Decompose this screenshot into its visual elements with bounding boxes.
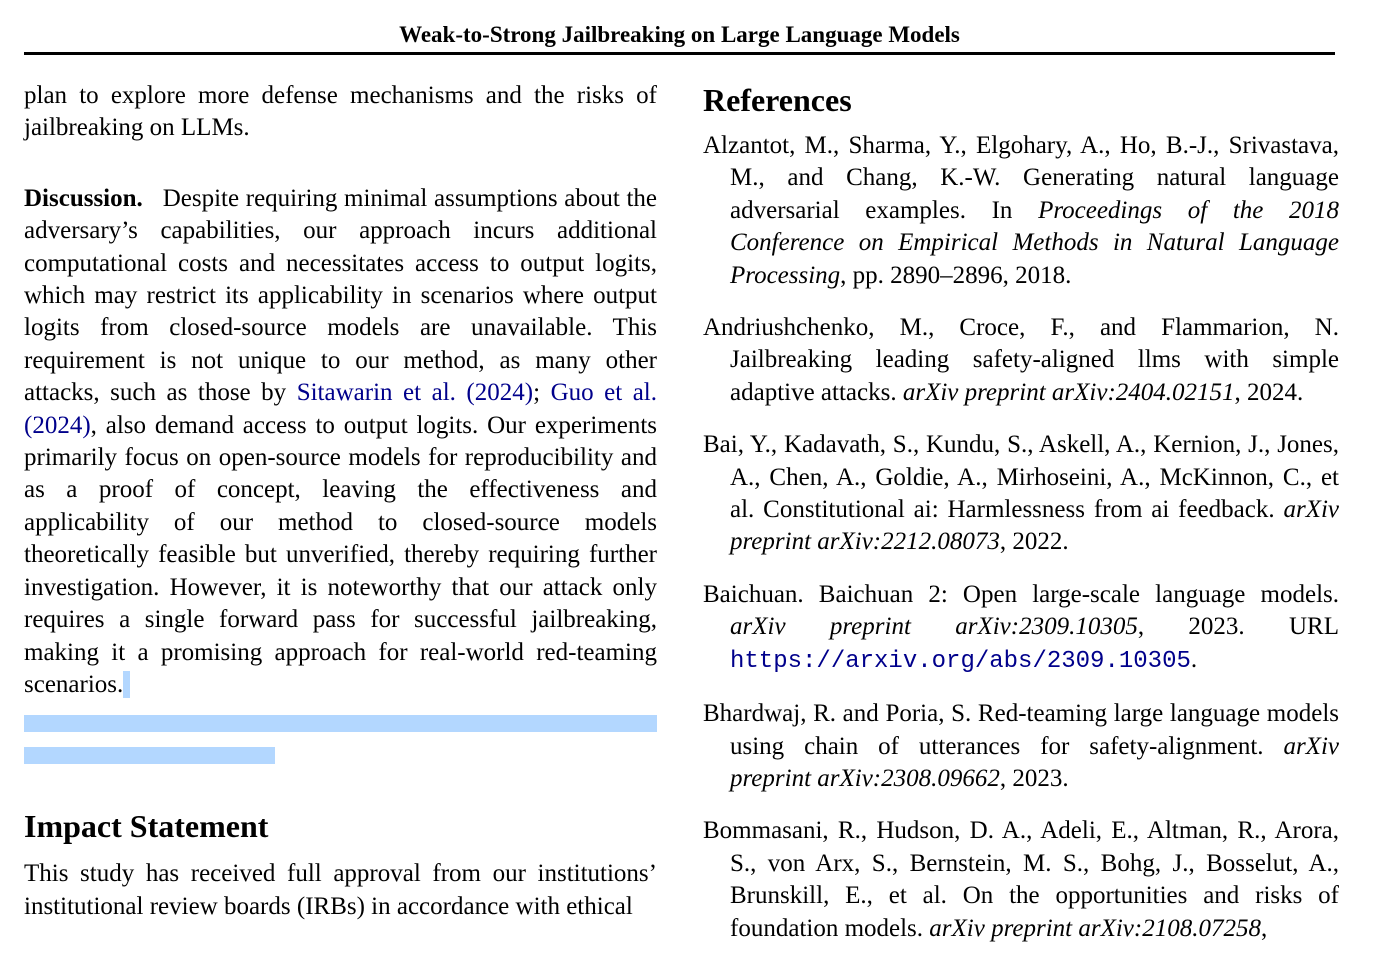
impact-statement-heading: Impact Statement [24,808,269,845]
right-column [703,80,1339,965]
text-selection-highlight [123,671,129,698]
reference-bommasani: Bommasani, R., Hudson, D. A., Adeli, E., Altman, R., Arora, S., von Arx, S., Bernstein, M. S., Bohg, J., Bosselut, A., Brunskill, E., et al. On the opportunities and risks of foundation models. arXiv preprint arXiv:2108.07258, [703,817,1339,942]
reference-bhardwaj: Bhardwaj, R. and Poria, S. Red-teaming large language models using chain of utterances for safety-alignment. arXiv preprint arXiv:2308.09662, 2023. [703,700,1339,792]
left-column [24,80,657,923]
intro-paragraph: plan to explore more defense mechanisms and the risks of jailbreaking on LLMs. [24,82,657,142]
reference-andriushchenko: Andriushchenko, M., Croce, F., and Flammarion, N. Jailbreaking leading safety-aligned llms with simple adaptive attacks. arXiv preprint arXiv:2404.02151, 2024. [703,314,1339,406]
reference-baichuan: Baichuan. Baichuan 2: Open large-scale language models. arXiv preprint arXiv:2309.10305, 2023. URL https://arxiv.org/abs/2309.10305. [703,580,1339,675]
citation-guo[interactable]: Guo et al. (2024) [24,379,657,439]
citation-sitawarin[interactable]: Sitawarin et al. (2024) [296,379,534,407]
discussion-heading: Discussion. [24,184,143,212]
discussion-paragraph[interactable]: Discussion. Despite requiring minimal assumptions about the adversary’s capabilities, our approach incurs additional computational costs and necessitates access to output logits, which may restrict its applicability in scenarios where output logits from closed-source models are unavailable. This requirement is not unique to our method, as many other attacks, such as those by Sitawarin et al. (2024); Guo et al. (2024), also demand access to output logits. Our experiments primarily focus on open-source models for reproducibility and as a proof of concept, leaving the effectiveness and applicability of our method to closed-source models theoretically feasible but unverified, thereby requiring further investigation. However, it is noteworthy that our attack only requires a single forward pass for successful jailbreaking, making it a promising approach for real-world red-teaming scenarios. [24,184,657,698]
selection-line [24,715,657,732]
reference-alzantot: Alzantot, M., Sharma, Y., Elgohary, A., Ho, B.-J., Srivastava, M., and Chang, K.-W. Generating natural language adversarial examples. In Proceedings of the 2018 Conference on Empirical Methods in Natural Language Processing, pp. 2890–2896, 2018. [703,132,1339,289]
reference-url-link[interactable]: https://arxiv.org/abs/2309.10305 [730,647,1191,675]
discussion-text-1: Despite requiring minimal assumptions about the adversary’s capabilities, our approach incurs additional computational costs and necessitates access to output logits, which may restrict its applicability in scenarios where output logits from closed-source models are unavailable. This requirement is not unique to our method, as many other attacks, such as those by [24,184,657,407]
running-header: Weak-to-Strong Jailbreaking on Large Language Models [24,18,1335,55]
discussion-text-2: , also demand access to output logits. Our experiments primarily focus on open-source models for reproducibility and as a proof of concept, leaving the effectiveness and applicability of our method to closed-source models theoretically feasible but unverified, thereby requiring further investigation. However, it is noteworthy that our attack only requires a single forward pass for successful jailbreaking, making it a promising approach for real-world red-teaming scenarios. [24,411,657,698]
reference-bai: Bai, Y., Kadavath, S., Kundu, S., Askell, A., Kernion, J., Jones, A., Chen, A., Goldie, A., Mirhoseini, A., McKinnon, C., et al. Constitutional ai: Harmlessness from ai feedback. arXiv preprint arXiv:2212.08073, 2022. [703,431,1339,556]
references-heading: References [703,82,852,118]
impact-statement-text: This study has received full approval from our institutions’ institutional review boards (IRBs) in accordance with ethical [24,860,657,920]
selection-line [24,747,275,764]
